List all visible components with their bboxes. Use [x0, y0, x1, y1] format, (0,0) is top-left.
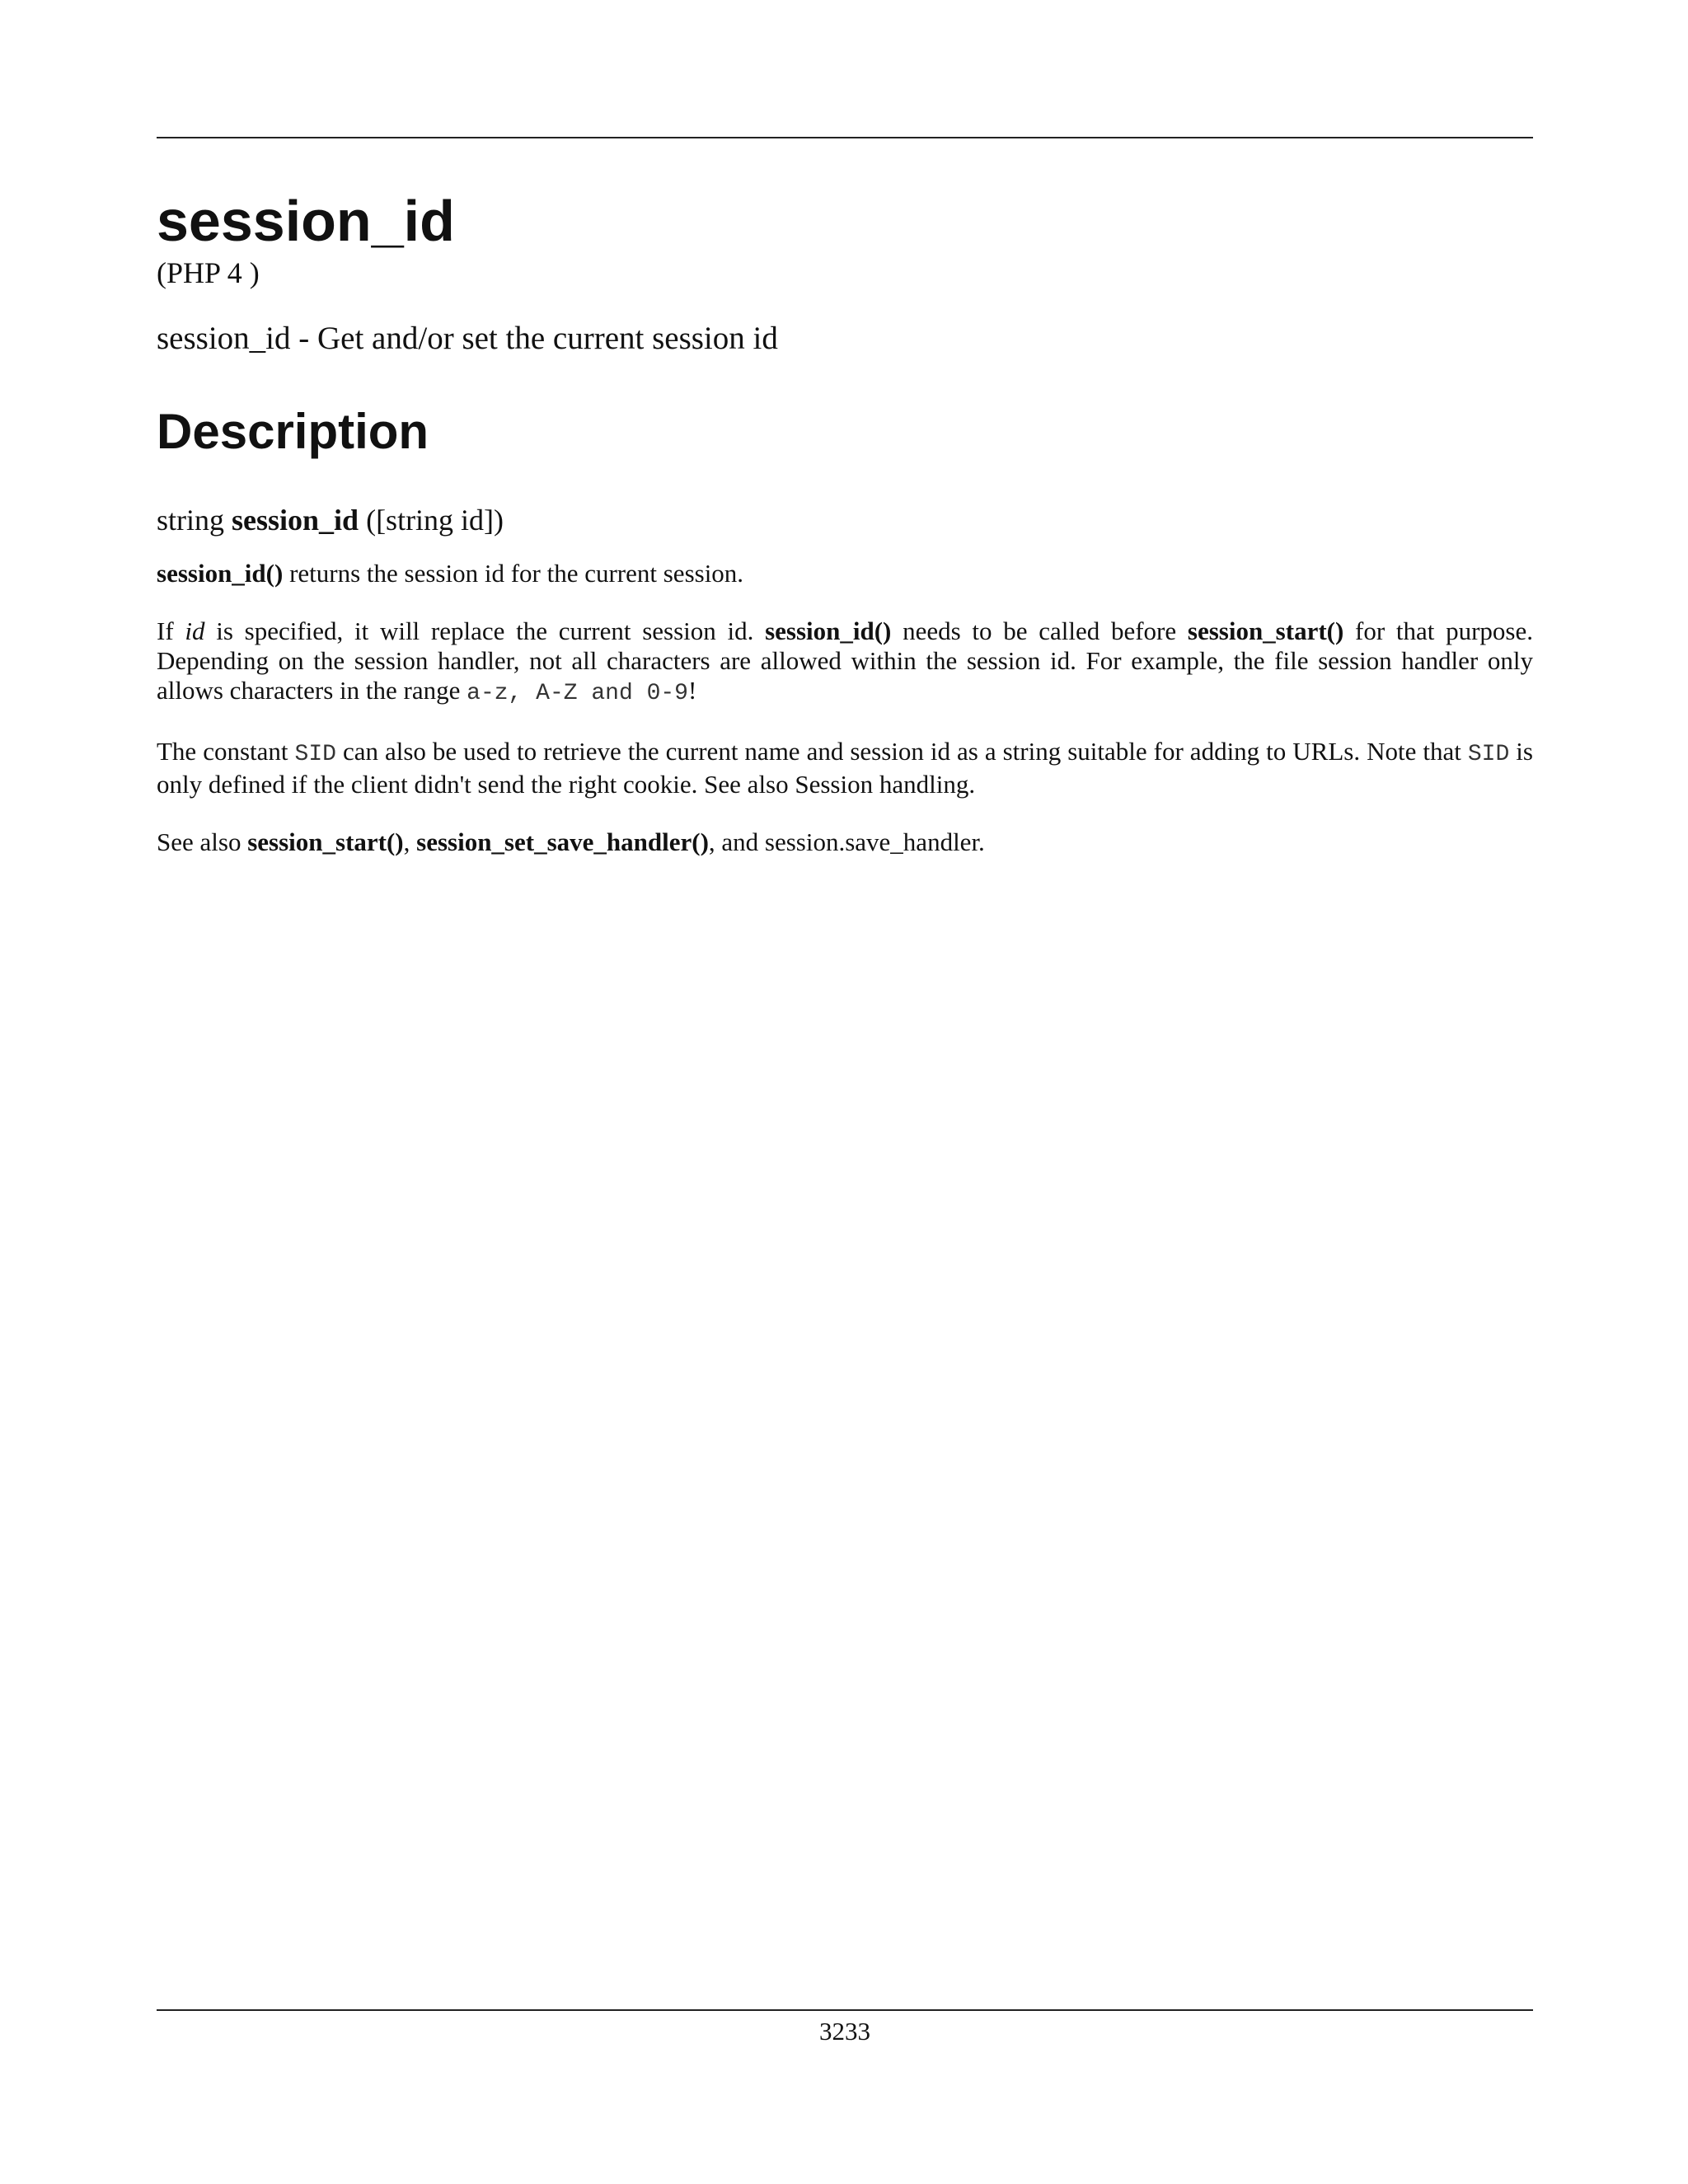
function-ref: session_start() — [247, 827, 404, 856]
paragraph-text: can also be used to retrieve the current name and session id as a string suitable for adding to URLs. Note that — [335, 737, 1468, 766]
code-literal: SID — [294, 742, 336, 767]
code-literal: SID — [1467, 742, 1510, 767]
refname: session_id - Get and/or set the current session id — [157, 321, 778, 356]
function-ref: session_id() — [157, 559, 284, 588]
paragraph-text: returns the session id for the current session. — [283, 559, 744, 588]
parameter-ref: id — [185, 616, 205, 645]
paragraph-text: needs to be called before — [891, 616, 1188, 645]
synopsis-params: ([string id]) — [366, 504, 504, 537]
description-paragraph-3 — [157, 737, 1533, 799]
paragraph-text: is only defined if the client didn't send the right cookie. See also Session handling. — [157, 737, 1533, 799]
page-content — [157, 186, 1533, 885]
header-rule — [157, 137, 1533, 138]
paragraph-text: If — [157, 616, 185, 645]
page-title: session_id — [157, 189, 455, 253]
description-paragraph-2 — [157, 616, 1533, 709]
function-ref: session_id() — [765, 616, 892, 645]
synopsis-function-name: session_id — [232, 504, 359, 537]
paragraph-text: ! — [687, 676, 697, 705]
paragraph-text: is specified, it will replace the current session id. — [204, 616, 766, 645]
paragraph-text: for that purpose. Depending on the session handler, not all characters are allowed within the session id. For example, the file session handler only allows characters in the range — [157, 616, 1533, 705]
version-info: (PHP 4 ) — [157, 256, 260, 289]
function-synopsis — [157, 501, 1533, 539]
paragraph-text: See also — [157, 827, 248, 856]
paragraph-text: The constant — [157, 737, 295, 766]
paragraph-text: , and session.save_handler. — [708, 827, 985, 856]
page-number: 3233 — [819, 2017, 870, 2046]
see-also-paragraph — [157, 827, 1533, 857]
function-ref: session_set_save_handler() — [416, 827, 709, 856]
description-paragraph-1 — [157, 559, 1533, 588]
synopsis-return-type: string — [157, 504, 225, 537]
paragraph-text: , — [403, 827, 417, 856]
function-ref: session_start() — [1187, 616, 1344, 645]
section-heading-description: Description — [157, 404, 429, 459]
code-literal: a-z, A-Z and 0-9 — [467, 681, 688, 706]
